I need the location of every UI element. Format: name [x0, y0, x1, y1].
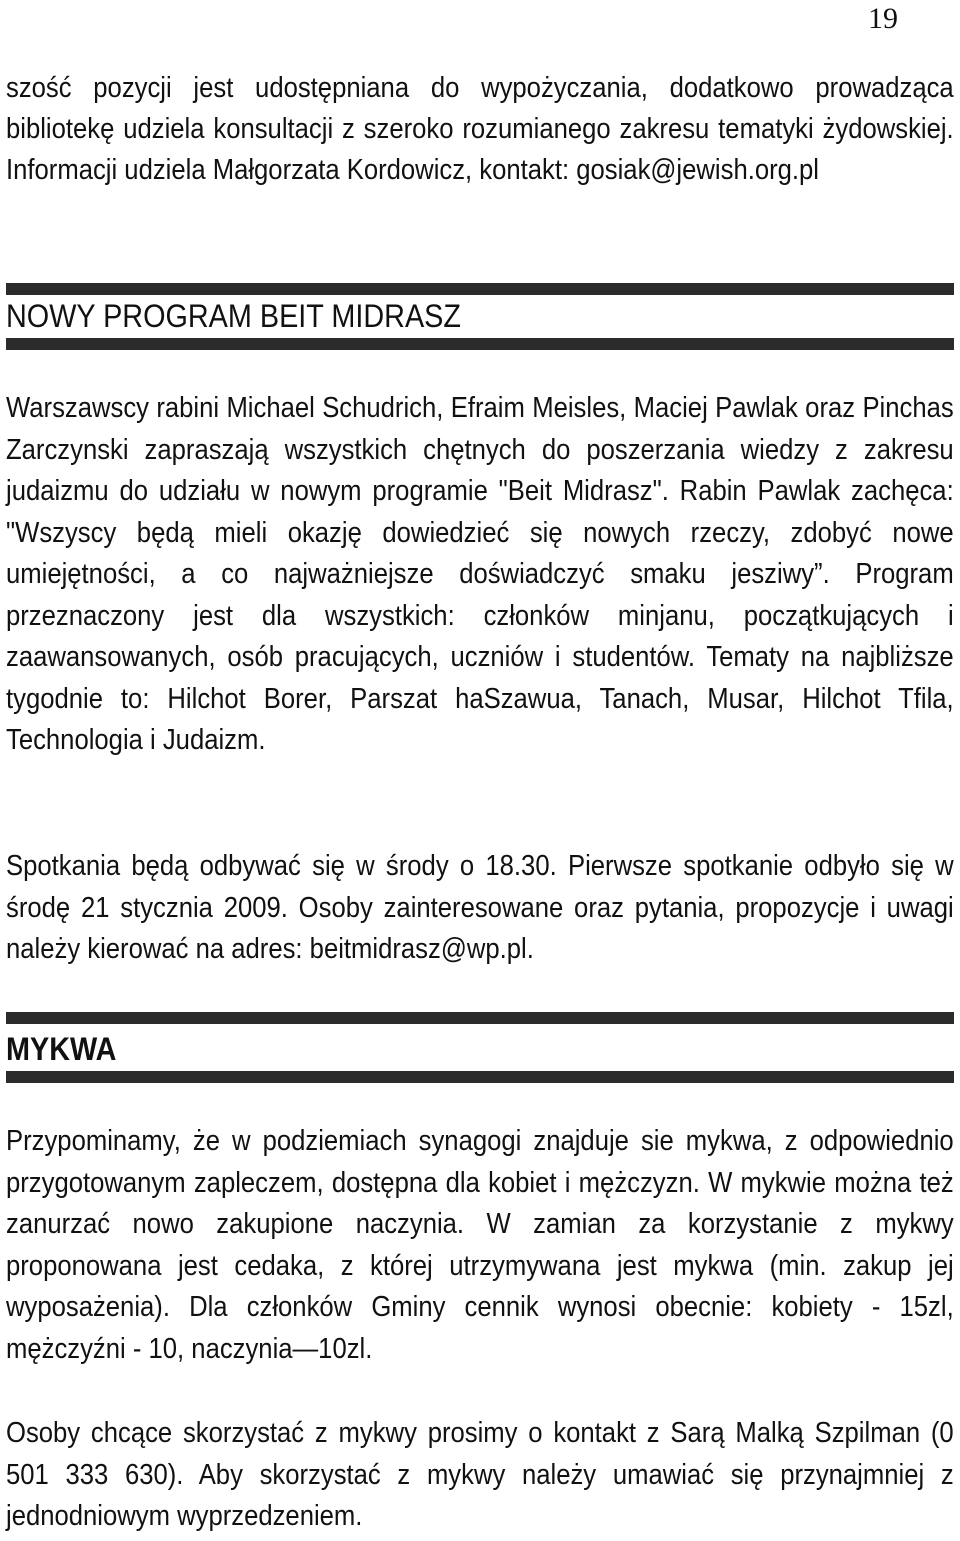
- section-divider-top: [6, 1012, 954, 1024]
- section-divider-bottom: [6, 338, 954, 350]
- mykwa-body-2: [6, 1413, 954, 1538]
- section-heading-mykwa: MYKWA: [6, 1031, 117, 1067]
- beit-midrasz-body: [6, 388, 954, 762]
- intro-block: [6, 68, 954, 191]
- mykwa-paragraph-2: Osoby chcące skorzystać z mykwy prosimy o kontakt z Sarą Malką Szpilman (0 501 333 630). Aby skorzystać z mykwy należy umawiać się przynajmniej z jednodniowym wyprzedzeniem.: [6, 1417, 954, 1532]
- section-heading-beit-midrasz: NOWY PROGRAM BEIT MIDRASZ: [6, 298, 461, 334]
- intro-paragraph: szość pozycji jest udostępniana do wypożyczania, dodatkowo prowadząca bibliotekę udziela konsultacji z szeroko rozumianego zakresu tematyki żydowskiej. Informacji udziela Małgorzata Kordowicz, kontakt: gosiak@jewish.org.pl: [6, 72, 954, 186]
- beit-midrasz-body-2: [6, 846, 954, 971]
- beit-midrasz-paragraph-1: Warszawscy rabini Michael Schudrich, Efraim Meisles, Maciej Pawlak oraz Pinchas Zarczynski zapraszają wszystkich chętnych do poszerzania wiedzy z zakresu judaizmu do udziału w nowym programie "Beit Midrasz". Rabin Pawlak zachęca: "Wszyscy będą mieli okazję dowiedzieć się nowych rzeczy, zdobyć nowe umiejętności, a co najważniejsze doświadczyć smaku jesziwy”. Program przeznaczony jest dla wszystkich: członków minjanu, początkujących i zaawansowanych, osób pracujących, uczniów i studentów. Tematy na najbliższe tygodnie to: Hilchot Borer, Parszat haSzawua, Tanach, Musar, Hilchot Tfila, Technologia i Judaizm.: [6, 392, 954, 756]
- mykwa-body: [6, 1121, 954, 1370]
- beit-midrasz-paragraph-2: Spotkania będą odbywać się w środy o 18.30. Pierwsze spotkanie odbyło się w środę 21 stycznia 2009. Osoby zainteresowane oraz pytania, propozycje i uwagi należy kierować na adres: beitmidrasz@wp.pl.: [6, 850, 954, 965]
- section-divider-top: [6, 283, 954, 295]
- page-number: 19: [868, 2, 898, 35]
- mykwa-paragraph-1: Przypominamy, że w podziemiach synagogi znajduje sie mykwa, z odpowiednio przygotowanym zapleczem, dostępna dla kobiet i mężczyzn. W mykwie można też zanurzać nowo zakupione naczynia. W zamian za korzystanie z mykwy proponowana jest cedaka, z której utrzymywana jest mykwa (min. zakup jej wyposażenia). Dla członków Gminy cennik wynosi obecnie: kobiety - 15zl, mężczyźni - 10, naczynia—10zl.: [6, 1125, 954, 1365]
- section-divider-bottom: [6, 1071, 954, 1083]
